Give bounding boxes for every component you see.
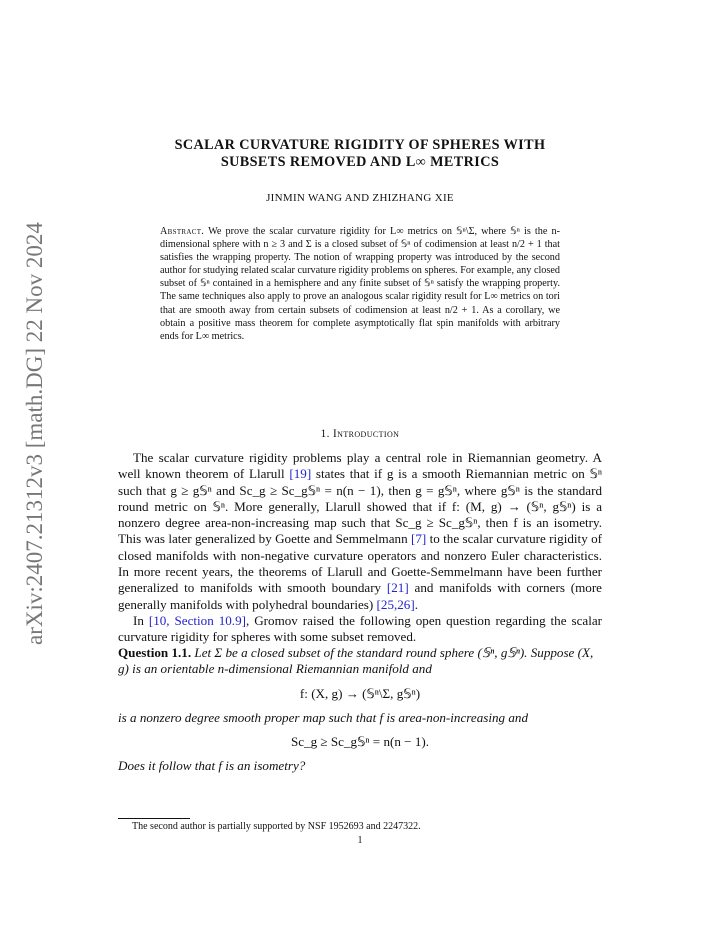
- intro-paragraph-2: [118, 613, 602, 646]
- citation-link[interactable]: [7]: [410, 531, 427, 547]
- question-text-2: is a nonzero degree smooth proper map such that f is area-non-increasing and: [118, 709, 528, 725]
- arxiv-identifier: arXiv:2407.21312v3 [math.DG] 22 Nov 2024: [22, 222, 47, 645]
- question-block: [118, 645, 602, 775]
- abstract-text: We prove the scalar curvature rigidity for L∞ metrics on 𝕊ⁿ\Σ, where 𝕊ⁿ is the n-dimensional sphere with n ≥ 3 and Σ is a closed subset of 𝕊ⁿ of codimension at least n/2 + 1 that satisfies the wrapping property. The notion of wrapping property was introduced by the second author for studying related scalar curvature rigidity problems on spheres. For example, any closed subset of 𝕊ⁿ contained in a hemisphere and any finite subset of 𝕊ⁿ satisfy the wrapping property. The same techniques also apply to prove an analogous scalar rigidity result for L∞ metrics on tori that are smooth away from certain subsets of codimension at least n/2 + 1. As a corollary, we obtain a positive mass theorem for complete asymptotically flat spin manifolds with arbitrary ends for L∞ metrics.: [160, 226, 560, 342]
- authors: JINMIN WANG AND ZHIZHANG XIE: [266, 192, 454, 204]
- abstract-label: Abstract.: [160, 226, 205, 237]
- intro-text: , Gromov raised the following open question regarding the scalar curvature rigidity for spheres with some subset removed.: [118, 612, 603, 645]
- paper-title: [118, 137, 602, 170]
- citation-link[interactable]: [19]: [289, 466, 312, 482]
- footnote-rule: [118, 818, 190, 819]
- section-title: Introduction: [333, 428, 400, 440]
- section-number: 1.: [320, 428, 330, 440]
- question-text: Let Σ be a closed subset of the standard round sphere (𝕊ⁿ, g𝕊ⁿ). Suppose (X, g) is an orientable n-dimensional Riemannian manifold and: [118, 645, 594, 677]
- page-number: 1: [357, 835, 363, 846]
- footnote: The second author is partially supported by NSF 1952693 and 2247322.: [132, 821, 421, 832]
- question-statement: [118, 645, 602, 678]
- intro-text: and manifolds with corners (more generally manifolds with polyhedral boundaries): [118, 580, 602, 612]
- title-line-2: SUBSETS REMOVED AND L∞ METRICS: [220, 153, 500, 170]
- intro-text: In: [133, 612, 149, 628]
- citation-link[interactable]: [25,26]: [376, 596, 415, 612]
- question-text-3: Does it follow that f is an isometry?: [118, 758, 306, 774]
- abstract: [160, 225, 560, 343]
- intro-text: states that if g is a smooth Riemannian metric on 𝕊ⁿ such that g ≥ g𝕊ⁿ and Sc_g ≥ Sc_g𝕊ⁿ = n(n − 1), then g = g𝕊ⁿ, where g𝕊ⁿ is the standard round metric on 𝕊ⁿ. More generally, Llarull showed that if f: (M, g) → (𝕊ⁿ, g𝕊ⁿ) is a nonzero degree area-non-increasing map such that Sc_g ≥ Sc_g𝕊ⁿ, then f is an isometry. This was later generalized by Goette and Semmelmann: [118, 466, 602, 547]
- display-equation-2: Sc_g ≥ Sc_g𝕊ⁿ = n(n − 1).: [290, 734, 430, 750]
- citation-link[interactable]: [10, Section 10.9]: [148, 612, 246, 628]
- intro-text: The scalar curvature rigidity problems play a central role in Riemannian geometry. A well known theorem of Llarull: [118, 450, 602, 482]
- title-line-1: SCALAR CURVATURE RIGIDITY OF SPHERES WITH: [174, 137, 546, 153]
- intro-text: .: [414, 596, 418, 612]
- introduction-body: [118, 450, 602, 646]
- display-equation-1: f: (X, g) → (𝕊ⁿ\Σ, g𝕊ⁿ): [299, 685, 421, 701]
- section-heading: [118, 428, 602, 440]
- citation-link[interactable]: [21]: [386, 580, 409, 596]
- question-label: Question 1.1.: [118, 645, 192, 660]
- intro-text: to the scalar curvature rigidity of closed manifolds with non-negative curvature operators and nonzero Euler characteristics. In more recent years, the theorems of Llarull and Goette-Semmelmann have been further generalized to manifolds with smooth boundary: [118, 531, 602, 596]
- intro-paragraph-1: [118, 450, 602, 613]
